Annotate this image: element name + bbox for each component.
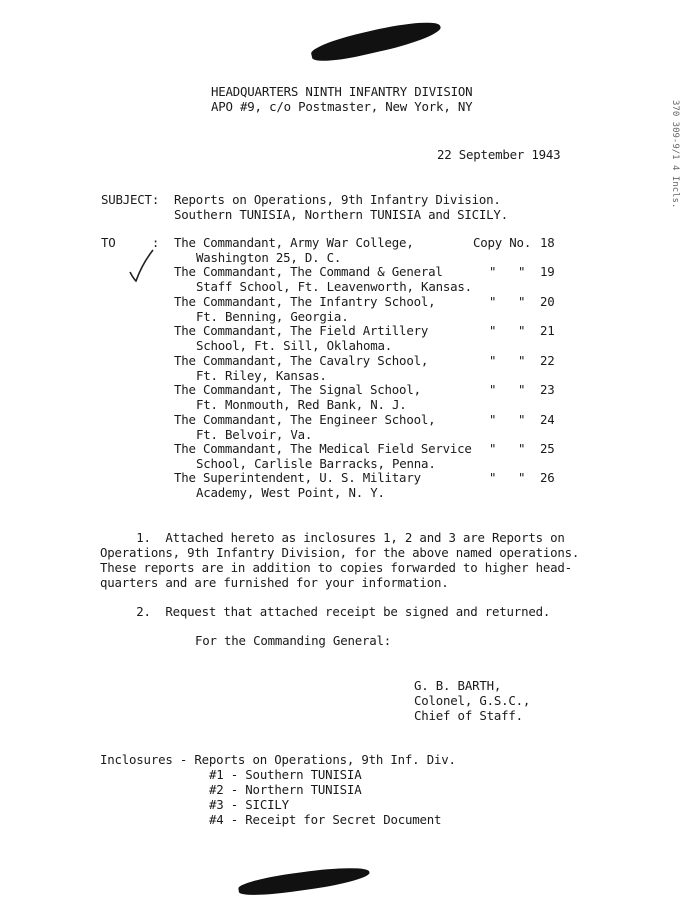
paragraph-1-line-1: 1. Attached hereto as inclosures 1, 2 and 3 are Reports on bbox=[100, 530, 565, 545]
recipient-line-1: The Commandant, The Field Artillery bbox=[174, 323, 429, 338]
signature-title: Chief of Staff. bbox=[414, 708, 523, 723]
recipient-row bbox=[0, 412, 690, 442]
inclosure-item: #3 - SICILY bbox=[209, 797, 289, 812]
ditto-mark: " bbox=[489, 264, 497, 279]
recipient-row bbox=[0, 294, 690, 324]
paragraph-1-line-3: These reports are in addition to copies forwarded to higher head- bbox=[100, 560, 572, 575]
inclosures-label: Inclosures - Reports on Operations, 9th Inf. Div. bbox=[100, 752, 456, 767]
header-line-1: HEADQUARTERS NINTH INFANTRY DIVISION bbox=[211, 84, 473, 99]
recipient-line-1: The Commandant, The Cavalry School, bbox=[174, 353, 429, 368]
recipient-line-2: Ft. Monmouth, Red Bank, N. J. bbox=[196, 397, 407, 412]
recipient-line-2: Ft. Benning, Georgia. bbox=[196, 309, 349, 324]
ditto-mark: " bbox=[518, 382, 526, 397]
recipient-line-1: The Commandant, Army War College, bbox=[174, 235, 414, 250]
subject-line-1: Reports on Operations, 9th Infantry Division. bbox=[174, 192, 501, 207]
recipient-line-2: School, Ft. Sill, Oklahoma. bbox=[196, 338, 393, 353]
copy-number: 25 bbox=[540, 441, 555, 456]
redaction-mark-top bbox=[309, 15, 443, 66]
ditto-mark: " bbox=[489, 382, 497, 397]
recipient-line-2: Academy, West Point, N. Y. bbox=[196, 485, 385, 500]
ditto-mark: " bbox=[518, 323, 526, 338]
recipient-line-2: Staff School, Ft. Leavenworth, Kansas. bbox=[196, 279, 472, 294]
recipient-row bbox=[0, 264, 690, 294]
ditto-mark: " bbox=[518, 412, 526, 427]
recipient-row bbox=[0, 353, 690, 383]
recipient-line-2: Washington 25, D. C. bbox=[196, 250, 342, 265]
ditto-mark: " bbox=[489, 323, 497, 338]
inclosure-item: #4 - Receipt for Secret Document bbox=[209, 812, 442, 827]
recipient-line-1: The Commandant, The Command & General bbox=[174, 264, 443, 279]
ditto-mark: " bbox=[518, 294, 526, 309]
copy-number: 18 bbox=[540, 235, 555, 250]
ditto-mark: " bbox=[518, 470, 526, 485]
ditto-mark: " bbox=[489, 441, 497, 456]
side-file-note: 370 309-9/1 4 Incls. bbox=[670, 100, 680, 209]
copy-number: 23 bbox=[540, 382, 555, 397]
closing-line: For the Commanding General: bbox=[195, 633, 392, 648]
copy-label: Copy No. bbox=[473, 235, 532, 250]
recipient-line-1: The Superintendent, U. S. Military bbox=[174, 470, 421, 485]
inclosure-item: #2 - Northern TUNISIA bbox=[209, 782, 362, 797]
signature-name: G. B. BARTH, bbox=[414, 678, 502, 693]
paragraph-1-line-2: Operations, 9th Infantry Division, for the above named operations. bbox=[100, 545, 580, 560]
ditto-mark: " bbox=[489, 470, 497, 485]
subject-line-2: Southern TUNISIA, Northern TUNISIA and SICILY. bbox=[174, 207, 508, 222]
ditto-mark: " bbox=[518, 264, 526, 279]
paragraph-2: 2. Request that attached receipt be signed and returned. bbox=[100, 604, 551, 619]
recipient-row bbox=[0, 323, 690, 353]
copy-number: 21 bbox=[540, 323, 555, 338]
redaction-mark-bottom bbox=[237, 863, 370, 899]
recipient-line-1: The Commandant, The Signal School, bbox=[174, 382, 421, 397]
recipient-line-2: Ft. Riley, Kansas. bbox=[196, 368, 327, 383]
ditto-mark: " bbox=[518, 353, 526, 368]
recipient-row bbox=[0, 235, 690, 265]
document-date: 22 September 1943 bbox=[437, 147, 561, 162]
recipient-line-2: School, Carlisle Barracks, Penna. bbox=[196, 456, 436, 471]
copy-number: 26 bbox=[540, 470, 555, 485]
header-line-2: APO #9, c/o Postmaster, New York, NY bbox=[211, 99, 473, 114]
recipient-line-2: Ft. Belvoir, Va. bbox=[196, 427, 313, 442]
ditto-mark: " bbox=[489, 294, 497, 309]
recipient-row bbox=[0, 441, 690, 471]
signature-rank: Colonel, G.S.C., bbox=[414, 693, 531, 708]
recipient-row bbox=[0, 382, 690, 412]
copy-number: 22 bbox=[540, 353, 555, 368]
recipient-row bbox=[0, 470, 690, 500]
ditto-mark: " bbox=[518, 441, 526, 456]
recipient-line-1: The Commandant, The Medical Field Service bbox=[174, 441, 472, 456]
recipient-line-1: The Commandant, The Engineer School, bbox=[174, 412, 436, 427]
ditto-mark: " bbox=[489, 412, 497, 427]
to-label: TO : bbox=[101, 235, 160, 250]
copy-number: 24 bbox=[540, 412, 555, 427]
copy-number: 19 bbox=[540, 264, 555, 279]
ditto-mark: " bbox=[489, 353, 497, 368]
subject-label: SUBJECT: bbox=[101, 192, 160, 207]
paragraph-1-line-4: quarters and are furnished for your information. bbox=[100, 575, 449, 590]
recipient-line-1: The Commandant, The Infantry School, bbox=[174, 294, 436, 309]
inclosure-item: #1 - Southern TUNISIA bbox=[209, 767, 362, 782]
copy-number: 20 bbox=[540, 294, 555, 309]
